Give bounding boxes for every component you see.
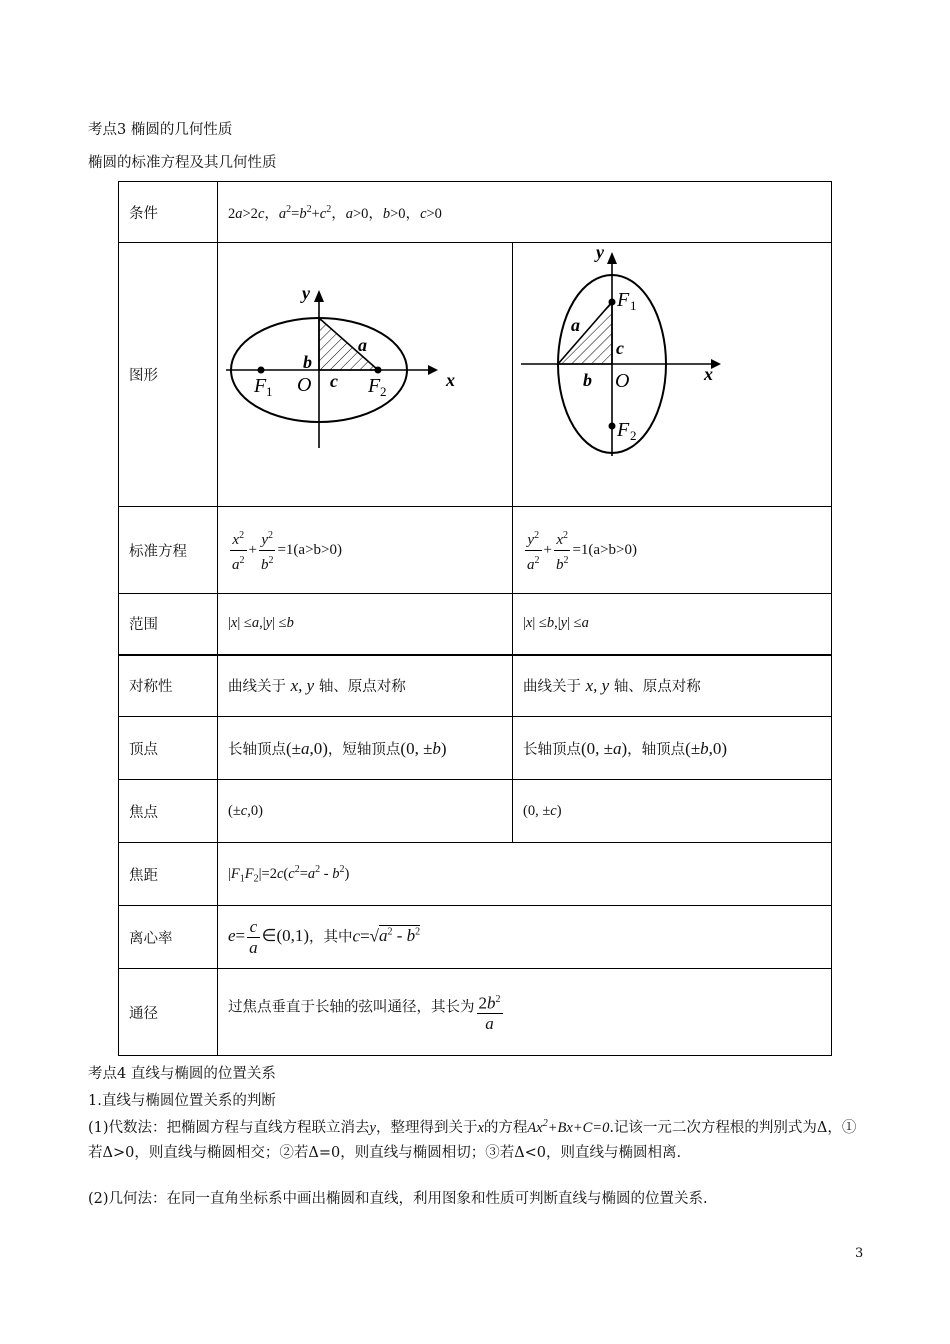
foci-horizontal: (±c,0) xyxy=(218,780,513,843)
paragraph-geometric-method: (2)几何法：在同一直角坐标系中画出椭圆和直线，利用图象和性质可判断直线与椭圆的位置关系. xyxy=(88,1191,708,1207)
svg-text:y: y xyxy=(596,243,604,262)
range-vertical: |x| ≤b,|y| ≤a xyxy=(513,594,832,655)
label-focus: 焦点 xyxy=(119,780,218,843)
symmetry-vertical: 曲线关于 x, y 轴、原点对称 xyxy=(513,655,832,717)
row-latus-rectum xyxy=(119,969,832,1056)
label-condition: 条件 xyxy=(119,182,218,243)
vertices-horizontal: 长轴顶点(±a,0)，短轴顶点(0, ±b) xyxy=(218,717,513,780)
symmetry-horizontal: 曲线关于 x, y 轴、原点对称 xyxy=(218,655,513,717)
svg-text:1: 1 xyxy=(266,383,273,399)
vertices-vertical: 长轴顶点(0, ±a)，轴顶点(±b,0) xyxy=(513,717,832,780)
svg-text:2: 2 xyxy=(630,427,637,443)
row-foci xyxy=(119,780,832,843)
label-latus-rectum: 通径 xyxy=(119,969,218,1056)
svg-text:O: O xyxy=(615,369,630,392)
row-symmetry xyxy=(119,655,832,717)
row-eccentricity xyxy=(119,906,832,969)
svg-text:y: y xyxy=(302,282,310,303)
row-range xyxy=(119,594,832,655)
svg-text:c: c xyxy=(330,370,338,391)
condition-formula: 2a>2c，$a^2=b^2+c^2$，a>0，b>0，c>0 xyxy=(218,182,832,243)
table-title: 椭圆的标准方程及其几何性质 xyxy=(88,155,277,171)
subsection-1: 1.直线与椭圆位置关系的判断 xyxy=(88,1093,276,1109)
label-focal-distance: 焦距 xyxy=(119,843,218,906)
svg-text:O: O xyxy=(297,373,312,396)
label-range: 范围 xyxy=(119,594,218,655)
figure-horizontal-cell xyxy=(218,243,513,507)
svg-text:b: b xyxy=(303,351,312,372)
equation-vertical: $\frac{y^2}{a^2}$ + $\frac{x^2}{b^2}$ =1(a>b>0) xyxy=(513,507,832,594)
svg-text:2: 2 xyxy=(380,383,387,399)
svg-text:a: a xyxy=(358,334,367,355)
svg-text:F: F xyxy=(254,374,267,397)
svg-text:x: x xyxy=(704,363,713,384)
equation-horizontal: $\frac{x^2}{a^2}$ + $\frac{y^2}{b^2}$ =1(a>b>0) xyxy=(218,507,513,594)
row-vertices xyxy=(119,717,832,780)
section-heading-3: 考点3 椭圆的几何性质 xyxy=(88,122,233,138)
svg-text:F: F xyxy=(617,288,630,311)
svg-text:1: 1 xyxy=(630,297,637,313)
label-eccentricity: 离心率 xyxy=(119,906,218,969)
svg-text:F: F xyxy=(617,418,630,441)
label-equation: 标准方程 xyxy=(119,507,218,594)
label-figure: 图形 xyxy=(119,243,218,507)
page-number: 3 xyxy=(855,1246,864,1261)
focal-distance-formula: $|F_1F_2|=2c(c^2=a^2 - b^2)$ xyxy=(218,843,832,906)
svg-text:c: c xyxy=(616,337,624,358)
ellipse-properties-table xyxy=(118,181,832,1056)
eccentricity-formula: e= $\frac{c}{a}$ ∈(0,1)，其中$c=√a^2 - b^2$ xyxy=(218,906,832,969)
paragraph-algebraic-method: (1)代数法：把椭圆方程与直线方程联立消去y，整理得到关于x的方程$Ax^2+Bx+C=0$.记该一元二次方程根的判别式为Δ，①若Δ>0，则直线与椭圆相交；②若Δ=0，则直线与椭圆相切；③若Δ<0，则直线与椭圆相离. xyxy=(88,1118,857,1161)
row-standard-equation xyxy=(119,507,832,594)
range-horizontal: |x| ≤a,|y| ≤b xyxy=(218,594,513,655)
row-condition xyxy=(119,182,832,243)
svg-text:a: a xyxy=(571,314,580,335)
label-vertex: 顶点 xyxy=(119,717,218,780)
row-figure xyxy=(119,243,832,507)
latus-rectum-text: 过焦点垂直于长轴的弦叫通径，其长为 $\frac{2b^2}{a}$ xyxy=(218,969,832,1056)
horizontal-ellipse-figure xyxy=(218,244,512,506)
svg-text:x: x xyxy=(446,369,455,390)
vertical-ellipse-figure xyxy=(513,244,831,506)
figure-vertical-cell xyxy=(513,243,832,507)
svg-text:F: F xyxy=(368,374,381,397)
foci-vertical: (0, ±c) xyxy=(513,780,832,843)
label-symmetry: 对称性 xyxy=(119,655,218,717)
row-focal-distance xyxy=(119,843,832,906)
section-heading-4: 考点4 直线与椭圆的位置关系 xyxy=(88,1066,276,1082)
svg-text:b: b xyxy=(583,369,592,390)
